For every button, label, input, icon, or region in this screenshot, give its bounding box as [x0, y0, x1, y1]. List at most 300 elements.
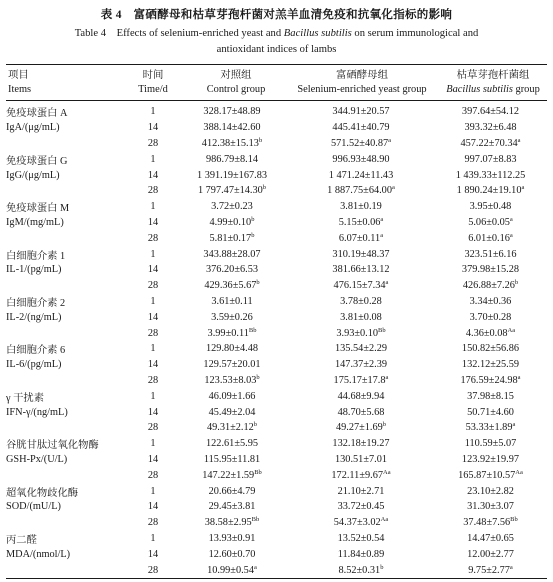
header-bs-en-suffix: group [512, 84, 540, 95]
header-bs-en [440, 83, 546, 97]
control-value-cell [176, 294, 288, 310]
control-significance: b [253, 421, 258, 429]
bs-value: 323.51±6.16 [464, 248, 517, 260]
time-cell: 14 [147, 264, 159, 276]
bs-value: 50.71±4.60 [467, 406, 514, 418]
item-label-empty [6, 136, 130, 152]
control-value: 1 391.19±167.83 [196, 169, 267, 181]
control-value: 3.59±0.26 [211, 311, 253, 323]
se-significance: a [385, 373, 389, 381]
se-value: 5.15±0.06 [338, 216, 381, 228]
control-value-cell [176, 436, 288, 452]
header-time-en: Time/d [138, 84, 168, 95]
table-title-en [0, 26, 553, 58]
se-value: 381.66±13.12 [332, 264, 390, 276]
time-cell: 28 [147, 280, 159, 292]
item-label-empty [6, 278, 130, 294]
bs-value: 397.64±54.12 [461, 106, 520, 118]
bs-value-cell [434, 357, 547, 373]
time-cell: 14 [147, 169, 159, 181]
bs-value-cell [434, 215, 547, 231]
se-value-cell [288, 183, 434, 199]
se-value: 1 887.75±64.00 [327, 185, 392, 197]
bs-significance: Bb [510, 516, 518, 524]
se-value-cell [288, 199, 434, 215]
bs-significance: Aa [507, 326, 516, 334]
control-value-cell [176, 341, 288, 357]
se-value-cell [288, 420, 434, 436]
time-cell: 1 [150, 343, 156, 355]
table-row [6, 262, 547, 278]
item-label-en: GSH-Px/(U/L) [6, 453, 68, 465]
control-value: 3.61±0.11 [211, 295, 253, 307]
control-value-cell [176, 404, 288, 420]
se-value-cell [288, 136, 434, 152]
item-label-cn: 白细胞介素 1 [6, 250, 66, 262]
item-label-en: IL-6/(pg/mL) [6, 359, 62, 371]
item-label-en: IFN-γ/(ng/mL) [6, 406, 68, 418]
table-row [6, 357, 547, 373]
control-significance: b [251, 215, 255, 223]
se-value-cell [288, 104, 434, 120]
bs-value: 53.33±1.89 [465, 422, 513, 434]
title-en-suffix: on serum immunological and [351, 28, 479, 39]
control-value: 429.36±5.67 [204, 280, 257, 292]
control-value: 123.53±8.03 [204, 374, 257, 386]
time-cell: 14 [147, 122, 159, 134]
control-value: 115.95±11.81 [203, 453, 261, 465]
se-value: 48.70±5.68 [337, 406, 385, 418]
bs-significance: a [521, 184, 525, 192]
control-significance: b [262, 184, 267, 192]
bs-value-cell [434, 120, 547, 136]
item-label-en: IgG/(μg/mL) [6, 169, 60, 181]
table-row [6, 151, 547, 167]
se-value-cell [288, 151, 434, 167]
table-row [6, 404, 547, 420]
table-row [6, 246, 547, 262]
bs-value: 23.10±2.82 [467, 485, 514, 497]
bs-value-cell [434, 230, 547, 246]
se-value: 21.10±2.71 [337, 485, 385, 497]
control-value: 328.17±48.89 [203, 106, 261, 118]
time-cell: 14 [147, 216, 159, 228]
se-value: 172.11±9.67 [331, 469, 383, 481]
bs-value: 14.47±0.65 [467, 532, 514, 544]
time-cell: 14 [147, 359, 159, 371]
table-row [6, 452, 547, 468]
control-value-cell [176, 183, 288, 199]
control-value-cell [176, 199, 288, 215]
se-significance: a [380, 215, 384, 223]
bs-value-cell [434, 183, 547, 199]
se-value: 130.51±7.01 [335, 453, 387, 465]
title-en-italic: Bacillus subtilis [283, 28, 352, 39]
control-significance: b [258, 136, 263, 144]
item-label-cn: 免疫球蛋白 G [6, 155, 68, 167]
table-row [6, 120, 547, 136]
se-value: 54.37±3.02 [333, 517, 381, 529]
control-value: 412.38±15.13 [201, 137, 259, 149]
se-value-cell [288, 467, 434, 483]
header-bs-cn: 枯草芽孢杆菌组 [456, 70, 530, 81]
control-value: 12.60±0.70 [208, 548, 256, 560]
control-value: 20.66±4.79 [208, 485, 256, 497]
bs-value: 3.34±0.36 [469, 295, 512, 307]
time-cell: 28 [147, 422, 159, 434]
bs-value: 37.48±7.56 [463, 517, 511, 529]
control-value-cell [176, 562, 288, 578]
bs-value-cell [434, 199, 547, 215]
se-value: 49.27±1.69 [335, 422, 383, 434]
control-significance: Bb [251, 516, 260, 524]
table-row [6, 373, 547, 389]
se-value-cell [288, 246, 434, 262]
header-items-cn: 项目 [8, 70, 29, 81]
time-cell: 14 [147, 453, 159, 465]
table-row [6, 136, 547, 152]
bs-significance: b [514, 279, 519, 287]
table-title-en-line2: antioxidant indices of lambs [216, 44, 337, 55]
bs-value-cell [434, 151, 547, 167]
control-value: 4.99±0.10 [209, 216, 252, 228]
se-value-cell [288, 167, 434, 183]
table-row [6, 515, 547, 531]
item-label-en: IL-1/(pg/mL) [6, 264, 62, 276]
se-significance: Aa [383, 468, 391, 476]
bs-significance: Aa [515, 468, 523, 476]
item-label-empty [6, 230, 130, 246]
table-row [6, 278, 547, 294]
control-value: 10.99±0.54 [207, 564, 254, 576]
item-label-empty [6, 515, 130, 531]
table-row [6, 104, 547, 120]
bs-value: 3.70±0.28 [469, 311, 512, 323]
time-cell: 1 [150, 201, 156, 213]
se-value: 6.07±0.11 [338, 232, 381, 244]
control-value: 147.22±1.59 [202, 469, 255, 481]
se-significance: b [380, 563, 384, 571]
table-title-en-line1 [0, 26, 553, 42]
se-value-cell [288, 546, 434, 562]
time-cell: 14 [147, 548, 159, 560]
se-value: 175.17±17.8 [333, 374, 386, 386]
se-value: 3.93±0.10 [336, 327, 379, 339]
control-value-cell [176, 546, 288, 562]
bs-value-cell [434, 104, 547, 120]
bs-value: 110.59±5.07 [464, 438, 517, 450]
se-significance: a [385, 279, 389, 287]
se-significance: a [380, 231, 384, 239]
control-value-cell [176, 325, 288, 341]
time-cell: 1 [150, 248, 156, 260]
table-title-cn: 表 4 富硒酵母和枯草芽孢杆菌对羔羊血清免疫和抗氧化指标的影响 [100, 9, 453, 21]
table-row [6, 420, 547, 436]
bs-value-cell [434, 515, 547, 531]
control-value-cell [176, 309, 288, 325]
header-items [8, 69, 31, 97]
time-cell: 28 [147, 185, 159, 197]
header-control-en: Control group [206, 84, 266, 95]
table-row [6, 467, 547, 483]
table-row [6, 167, 547, 183]
bs-value: 4.36±0.08 [465, 327, 508, 339]
control-value-cell [176, 373, 288, 389]
table-row [6, 436, 547, 452]
se-significance: b [382, 421, 387, 429]
se-value-cell [288, 341, 434, 357]
se-value-cell [288, 373, 434, 389]
control-value: 1 797.47±14.30 [197, 185, 263, 197]
header-control-cn: 对照组 [220, 70, 252, 81]
control-value-cell [176, 120, 288, 136]
data-table-body [6, 104, 547, 578]
bs-value: 1 890.24±19.10 [456, 185, 522, 197]
item-label-en: IgA/(μg/mL) [6, 122, 60, 134]
item-label-cn: 免疫球蛋白 A [6, 108, 68, 120]
time-cell: 28 [147, 137, 159, 149]
bs-value-cell [434, 420, 547, 436]
se-value-cell [288, 262, 434, 278]
bs-value: 37.98±8.15 [467, 390, 514, 402]
control-value: 129.57±20.01 [203, 359, 261, 371]
se-value-cell [288, 515, 434, 531]
table-row [6, 309, 547, 325]
se-value: 3.81±0.08 [340, 311, 382, 323]
bs-value: 6.01±0.16 [468, 232, 510, 244]
item-label-cn: γ 干扰素 [6, 392, 45, 404]
bs-value: 3.95±0.48 [469, 201, 512, 213]
control-value: 3.99±0.11 [207, 327, 249, 339]
bs-value-cell [434, 436, 547, 452]
se-value: 445.41±40.79 [332, 122, 390, 134]
bs-value-cell [434, 278, 547, 294]
item-label-cn: 白细胞介素 6 [6, 345, 66, 357]
control-value-cell [176, 420, 288, 436]
bs-significance: a [509, 231, 513, 239]
se-value: 3.81±0.19 [340, 201, 382, 213]
time-cell: 1 [150, 438, 156, 450]
control-value-cell [176, 357, 288, 373]
bs-value: 12.00±2.77 [467, 548, 514, 560]
control-value: 3.72±0.23 [211, 201, 253, 213]
se-significance: a [388, 136, 392, 144]
bs-value-cell [434, 546, 547, 562]
se-value-cell [288, 357, 434, 373]
control-value: 986.79±8.14 [206, 153, 258, 165]
time-cell: 1 [150, 295, 156, 307]
se-value-cell [288, 278, 434, 294]
time-cell: 1 [150, 390, 156, 402]
control-value: 129.80±4.48 [206, 343, 258, 355]
table-row [6, 562, 547, 578]
se-value-cell [288, 483, 434, 499]
table-row [6, 230, 547, 246]
bs-value: 1 439.33±112.25 [455, 169, 526, 181]
item-label-cn: 白细胞介素 2 [6, 297, 66, 309]
bs-value: 997.07±8.83 [464, 153, 517, 165]
table-row [6, 325, 547, 341]
item-label-cn: 谷胱甘肽过氧化物酶 [6, 440, 99, 452]
control-value: 5.81±0.17 [209, 232, 252, 244]
se-value: 310.19±48.37 [332, 248, 390, 260]
header-control [186, 69, 286, 97]
se-value-cell [288, 325, 434, 341]
se-value-cell [288, 294, 434, 310]
control-value: 343.88±28.07 [203, 248, 261, 260]
control-significance: a [253, 563, 257, 571]
item-label-cn: 丙二醛 [6, 534, 37, 546]
control-value: 38.58±2.95 [204, 517, 252, 529]
bs-value: 165.87±10.57 [458, 469, 516, 481]
item-label-en: IgM/(mg/mL) [6, 216, 64, 228]
item-label-en: IL-2/(ng/mL) [6, 311, 62, 323]
time-cell: 14 [147, 501, 159, 513]
header-se [292, 69, 432, 97]
se-value: 13.52±0.54 [337, 532, 385, 544]
time-cell: 1 [150, 106, 156, 118]
table-row [6, 341, 547, 357]
bs-value-cell [434, 452, 547, 468]
time-cell: 14 [147, 406, 159, 418]
item-label-en: SOD/(mU/L) [6, 501, 61, 513]
control-significance: Bb [248, 326, 257, 334]
item-label-empty [6, 562, 130, 578]
table-row [6, 531, 547, 547]
table-row [6, 483, 547, 499]
se-value: 135.54±2.29 [335, 343, 387, 355]
control-value-cell [176, 104, 288, 120]
se-significance: Bb [378, 326, 386, 334]
bs-value: 379.98±15.28 [461, 264, 520, 276]
bs-value: 426.88±7.26 [462, 280, 515, 292]
control-significance: b [256, 373, 260, 381]
control-value-cell [176, 515, 288, 531]
control-value: 29.45±3.81 [208, 501, 256, 513]
control-value-cell [176, 388, 288, 404]
item-label-cn: 超氧化物歧化酶 [6, 487, 79, 499]
se-value: 476.15±7.34 [333, 280, 386, 292]
bs-value-cell [434, 562, 547, 578]
control-value: 45.49±2.04 [208, 406, 256, 418]
control-value-cell [176, 467, 288, 483]
control-value: 388.14±42.60 [203, 122, 261, 134]
control-value-cell [176, 262, 288, 278]
header-time [128, 69, 178, 97]
bs-value-cell [434, 388, 547, 404]
data-table [6, 104, 547, 578]
bs-value-cell [434, 136, 547, 152]
se-value-cell [288, 531, 434, 547]
time-cell: 28 [147, 564, 159, 576]
item-label-empty [6, 183, 130, 199]
control-value-cell [176, 136, 288, 152]
header-bs [440, 69, 546, 97]
table-bottom-rule [6, 578, 547, 579]
time-cell: 1 [150, 532, 156, 544]
se-value: 11.84±0.89 [337, 548, 385, 560]
table-row [6, 294, 547, 310]
time-cell: 28 [147, 232, 159, 244]
time-cell: 1 [150, 485, 156, 497]
item-label-empty [6, 420, 130, 436]
control-value-cell [176, 230, 288, 246]
bs-value: 31.30±3.07 [467, 501, 514, 513]
item-label-en: MDA/(nmol/L) [6, 548, 71, 560]
control-value-cell [176, 499, 288, 515]
time-cell: 28 [147, 469, 159, 481]
bs-value-cell [434, 294, 547, 310]
item-label-empty [6, 373, 130, 389]
bs-value: 5.06±0.05 [468, 216, 510, 228]
bs-value-cell [434, 309, 547, 325]
bs-value: 393.32±6.48 [464, 122, 517, 134]
se-value-cell [288, 230, 434, 246]
control-significance: b [256, 279, 260, 287]
control-value-cell [176, 215, 288, 231]
bs-value-cell [434, 373, 547, 389]
bs-value-cell [434, 246, 547, 262]
bs-value: 457.22±70.34 [460, 137, 518, 149]
table-top-rule [6, 64, 547, 65]
bs-value-cell [434, 483, 547, 499]
se-value: 996.93±48.90 [332, 153, 390, 165]
item-label-empty [6, 467, 130, 483]
se-value: 44.68±9.94 [337, 390, 385, 402]
control-significance: Bb [254, 468, 262, 476]
control-value-cell [176, 246, 288, 262]
bs-value-cell [434, 341, 547, 357]
control-value-cell [176, 452, 288, 468]
control-value: 49.31±2.12 [206, 422, 254, 434]
bs-value-cell [434, 325, 547, 341]
item-label-empty [6, 325, 130, 341]
control-value: 46.09±1.66 [208, 390, 256, 402]
se-value: 8.52±0.31 [338, 564, 381, 576]
table-row [6, 499, 547, 515]
table-row [6, 546, 547, 562]
se-value-cell [288, 215, 434, 231]
bs-value-cell [434, 531, 547, 547]
title-en-prefix: Table 4 Effects of selenium-enriched yeast and [74, 28, 284, 39]
header-items-en: Items [8, 84, 32, 95]
control-value: 122.61±5.95 [206, 438, 258, 450]
se-value-cell [288, 404, 434, 420]
se-significance: a [391, 184, 395, 192]
control-value: 13.93±0.91 [208, 532, 256, 544]
se-value-cell [288, 436, 434, 452]
bs-value-cell [434, 499, 547, 515]
se-value: 3.78±0.28 [340, 295, 382, 307]
se-value-cell [288, 309, 434, 325]
control-value-cell [176, 483, 288, 499]
bs-value: 150.82±56.86 [461, 343, 520, 355]
se-value: 33.72±0.45 [337, 501, 385, 513]
se-significance: Aa [380, 516, 389, 524]
table-row [6, 183, 547, 199]
se-value: 571.52±40.87 [330, 137, 389, 149]
time-cell: 14 [147, 311, 159, 323]
se-value-cell [288, 120, 434, 136]
se-value: 147.37±2.39 [335, 359, 387, 371]
bs-value: 9.75±2.77 [468, 564, 510, 576]
bs-significance: a [509, 563, 513, 571]
bs-significance: a [517, 373, 521, 381]
se-value-cell [288, 452, 434, 468]
se-value: 344.91±20.57 [332, 106, 390, 118]
item-label-cn: 免疫球蛋白 M [6, 203, 70, 215]
se-value: 132.18±19.27 [332, 438, 390, 450]
